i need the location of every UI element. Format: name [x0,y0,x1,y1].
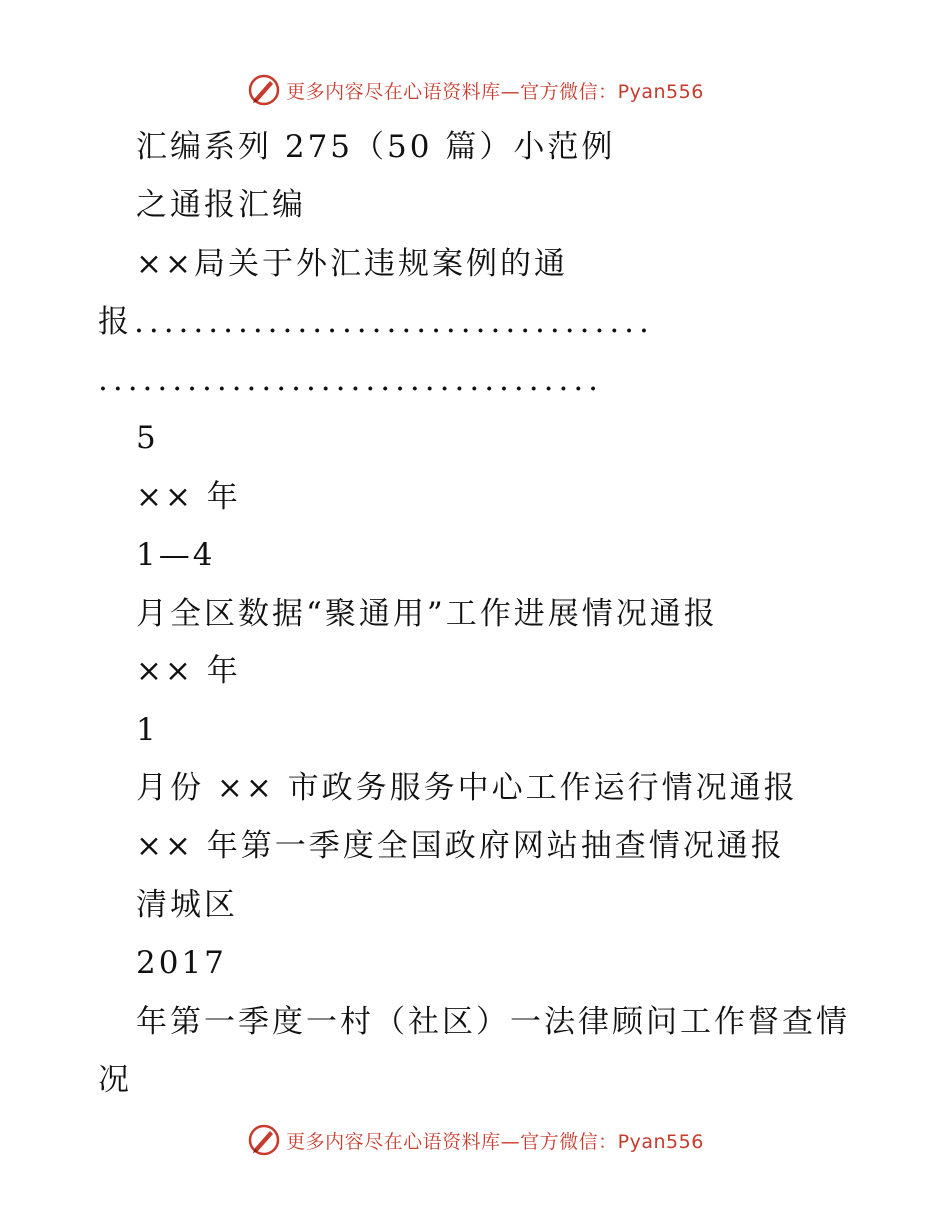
pen-logo-icon [246,1122,282,1158]
doc-line: 1—4 [136,537,216,573]
doc-line: 月全区数据“聚通用”工作进展情况通报 [136,596,718,632]
doc-line: ×× 年第一季度全国政府网站抽查情况通报 [136,828,785,864]
doc-line: ×× 年 [136,479,241,515]
watermark-text: 更多内容尽在心语资料库—官方微信：Pyan556 [286,1130,704,1153]
doc-line: 年第一季度一村（社区）一法律顾问工作督查情 [136,1004,850,1040]
watermark-banner-top [0,70,950,110]
doc-line: 清城区 [136,887,238,923]
doc-line-title: 汇编系列 275（50 篇）小范例 [136,129,616,165]
doc-line: 况 [98,1062,132,1098]
doc-line-toc-dots: 报................................... [98,304,654,340]
doc-line: ××局关于外汇违规案例的通 [136,246,568,282]
doc-line: ×× 年 [136,653,241,689]
doc-line: 2017 [136,945,227,981]
doc-line-page-number: 5 [136,420,159,456]
watermark-text: 更多内容尽在心语资料库—官方微信：Pyan556 [286,80,704,103]
doc-line: 之通报汇编 [136,187,306,223]
doc-line-toc-dots: .................................. [98,362,604,398]
doc-line: 月份 ×× 市政务服务中心工作运行情况通报 [136,770,798,806]
pen-logo-icon [246,72,282,108]
doc-line: 1 [136,712,159,748]
watermark-banner-bottom [0,1120,950,1160]
